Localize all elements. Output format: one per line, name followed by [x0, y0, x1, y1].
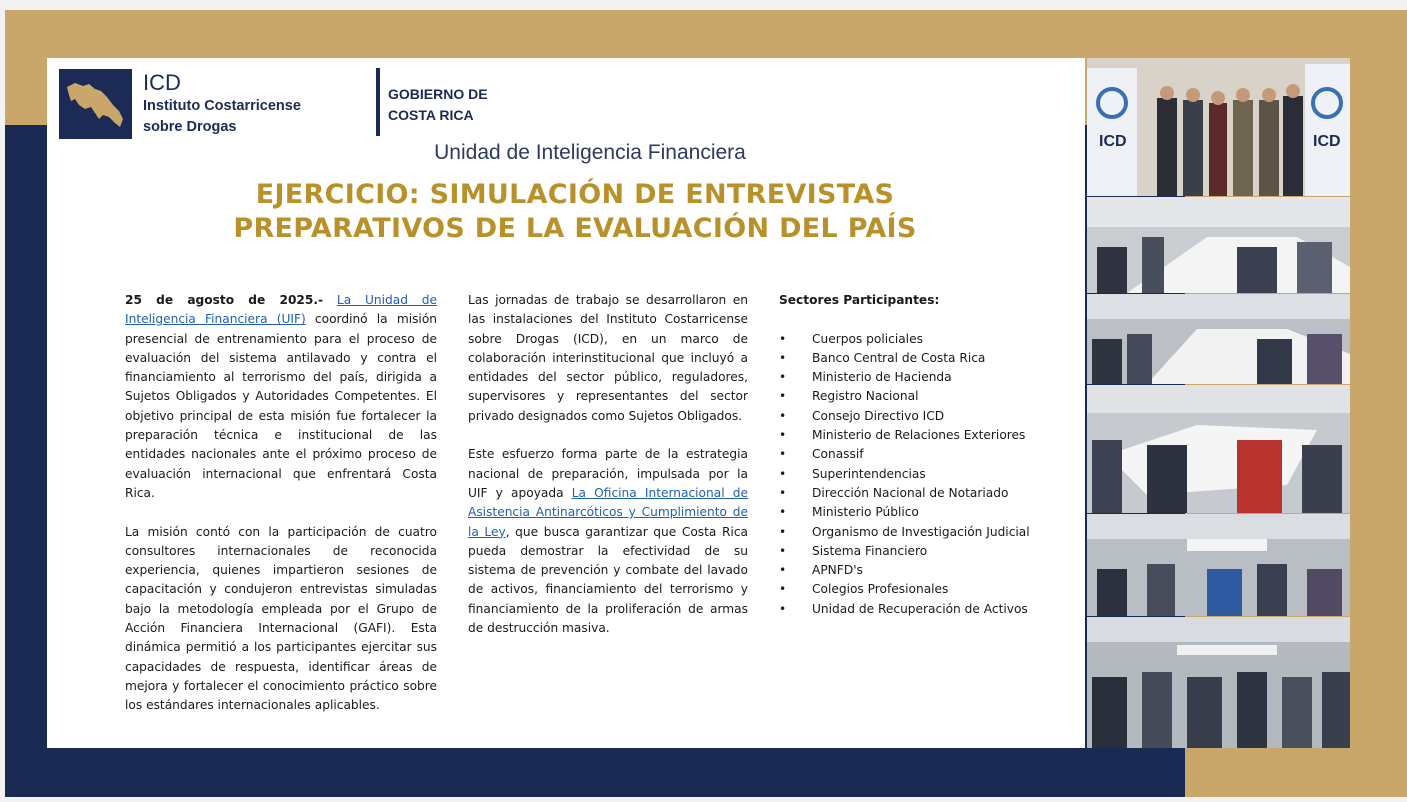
- bullet-icon: •: [779, 582, 787, 597]
- office-link[interactable]: La Oficina Internacional de Asistencia Antinarcóticos y Cumplimiento de la Ley: [468, 485, 748, 539]
- title-line-2: PREPARATIVOS DE LA EVALUACIÓN DEL PAÍS: [233, 213, 917, 244]
- bullet-icon: •: [779, 370, 787, 385]
- page-title: [180, 178, 970, 246]
- bullet-icon: •: [779, 408, 787, 423]
- meeting-photo: [1087, 514, 1350, 616]
- banner-text: ICD: [1099, 133, 1127, 150]
- header-divider: [376, 68, 380, 136]
- list-item: • Ministerio de Relaciones Exteriores: [779, 426, 1079, 445]
- list-item: • Banco Central de Costa Rica: [779, 349, 1079, 368]
- bullet-icon: •: [779, 350, 787, 365]
- article-column-2: [468, 291, 748, 658]
- meeting-photo: [1087, 294, 1350, 384]
- bullet-icon: •: [779, 485, 787, 500]
- government-label: GOBIERNO DE COSTA RICA: [388, 86, 488, 123]
- paragraph: Las jornadas de trabajo se desarrollaron en las instalaciones del Instituto Costarricense sobre Drogas (ICD), en un marco de colaboración interinstitucional que incluyó a entidades del sector público, reguladores, supervisores y representantes del sector privado designados como Sujetos Obligados.: [468, 293, 748, 423]
- list-item: • Colegios Profesionales: [779, 580, 1079, 599]
- bullet-icon: •: [779, 466, 787, 481]
- title-line-1: EJERCICIO: SIMULACIÓN DE ENTREVISTAS: [255, 179, 895, 210]
- paragraph: La misión contó con la participación de cuatro consultores internacionales de reconocida experiencia, quienes impartieron sesiones de capacitación y condujeron entrevistas simuladas bajo la metodología empleada por el Grupo de Acción Financiera Internacional (GAFI). Esta dinámica permitió a los participantes ejercitar sus capacidades de respuesta, identificar áreas de mejora y fortalecer el conocimiento práctico sobre los estándares internacionales aplicables.: [125, 524, 437, 713]
- article-date: 25 de agosto de 2025.-: [125, 293, 324, 307]
- list-item: • Ministerio Público: [779, 503, 1079, 522]
- bullet-icon: •: [779, 543, 787, 558]
- list-item: • Organismo de Investigación Judicial: [779, 523, 1079, 542]
- meeting-photo: [1087, 197, 1350, 293]
- uif-link[interactable]: La Unidad de Inteligencia Financiera (UIF): [125, 293, 438, 327]
- sectors-list: [779, 291, 1079, 619]
- list-item: • APNFD's: [779, 561, 1079, 580]
- bullet-icon: •: [779, 505, 787, 520]
- list-item: • Sistema Financiero: [779, 542, 1079, 561]
- group-photo: [1087, 58, 1350, 196]
- logo-acronym: ICD: [143, 70, 181, 95]
- bullet-icon: •: [779, 389, 787, 404]
- bullet-icon: •: [779, 601, 787, 616]
- banner-text: ICD: [1313, 133, 1341, 150]
- list-item: • Unidad de Recuperación de Activos: [779, 600, 1079, 619]
- unit-title: Unidad de Inteligencia Financiera: [434, 141, 746, 164]
- list-item: • Conassif: [779, 445, 1079, 464]
- bullet-icon: •: [779, 331, 787, 346]
- bullet-icon: •: [779, 447, 787, 462]
- paragraph: [125, 291, 437, 503]
- paragraph-text: , que busca garantizar que Costa Rica pueda demostrar la efectividad de su sistema de prevención y combate del lavado de activos, financiamiento del terrorismo y financiamiento de la proliferación de armas de destrucción masiva.: [468, 524, 748, 636]
- list-item: • Dirección Nacional de Notariado: [779, 484, 1079, 503]
- list-item: • Registro Nacional: [779, 387, 1079, 406]
- list-item: • Cuerpos policiales: [779, 330, 1079, 349]
- sectors-heading: Sectores Participantes:: [779, 293, 940, 307]
- list-item: • Consejo Directivo ICD: [779, 407, 1079, 426]
- paragraph-text: Este esfuerzo forma parte de la estrategia nacional de preparación, impulsada por la UIF y apoyada: [468, 447, 748, 500]
- bullet-icon: •: [779, 524, 787, 539]
- list-item: • Ministerio de Hacienda: [779, 368, 1079, 387]
- list-item: • Superintendencias: [779, 465, 1079, 484]
- costa-rica-map-logo-icon: [59, 69, 132, 139]
- meeting-photo: [1087, 385, 1350, 513]
- meeting-photo: [1087, 617, 1350, 748]
- bullet-icon: •: [779, 428, 787, 443]
- paragraph: [468, 445, 748, 638]
- paragraph-text: coordinó la misión presencial de entrenamiento para el proceso de evaluación del sistema antilavado y contra el financiamiento al terrorismo del país, dirigida a Sujetos Obligados y Autoridades Competentes. El objetivo principal de esta misión fue fortalecer la preparación técnica e institucional de las entidades nacionales ante el próximo proceso de evaluación internacional que enfrentará Costa Rica.: [125, 312, 437, 500]
- org-name: Instituto Costarricense sobre Drogas: [143, 98, 301, 135]
- bullet-icon: •: [779, 563, 787, 578]
- article-column-1: [125, 291, 437, 735]
